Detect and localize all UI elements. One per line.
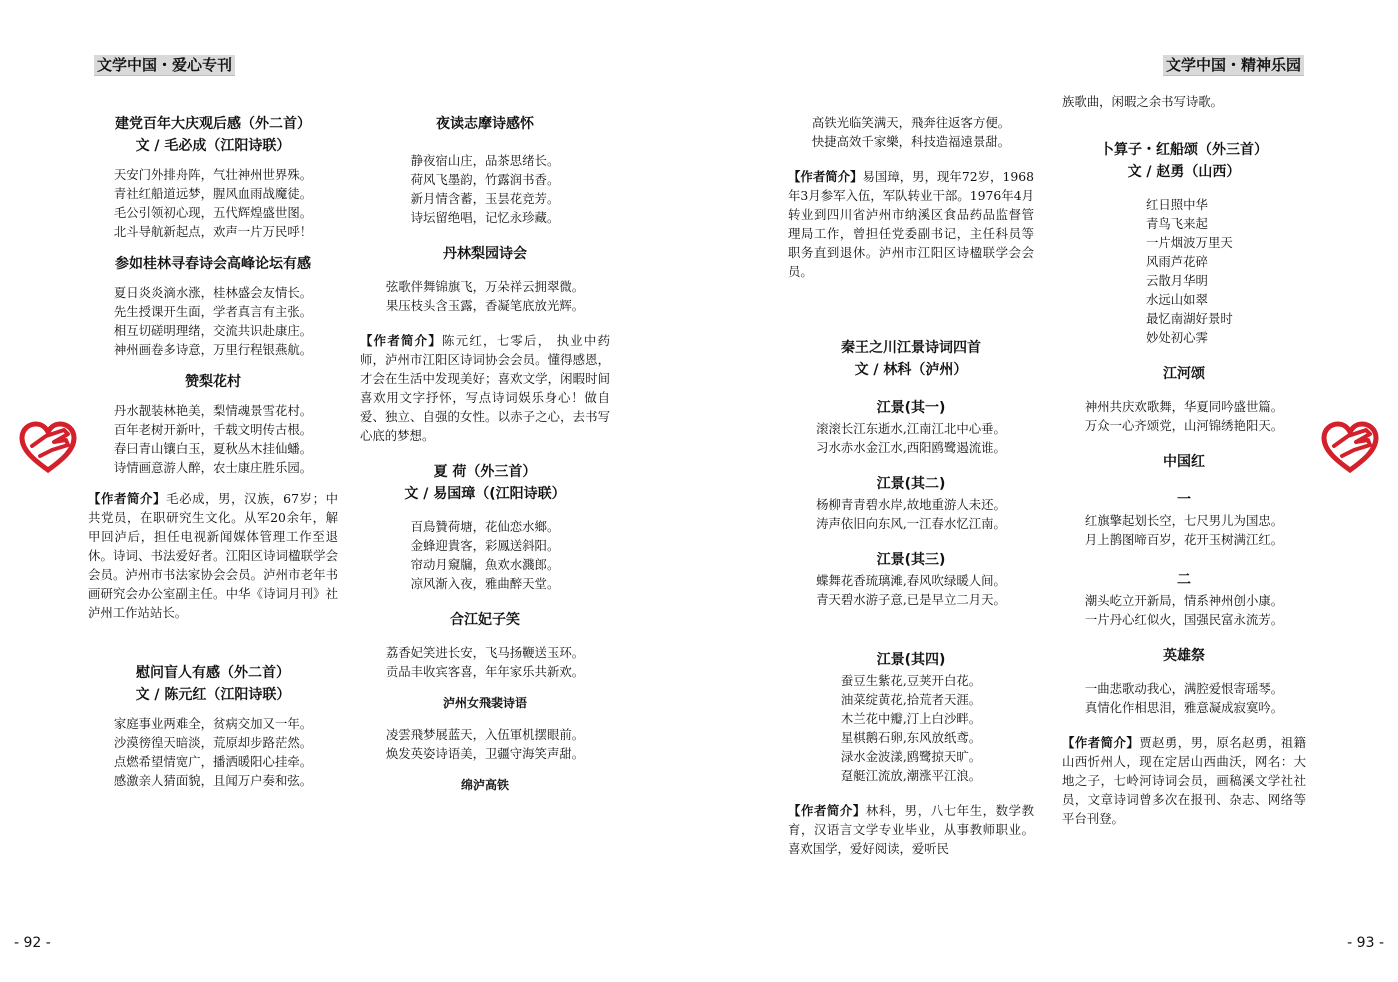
poem-body bbox=[88, 714, 338, 790]
poem-section-number: 一 bbox=[1177, 492, 1191, 508]
bio-text: 贾赵勇，男，原名赵勇，祖籍山西忻州人，现在定居山西曲沃，网名：大地之子，七岭河诗词会员，画稿溪文学社社员，文章诗词曾多次在报刊、杂志、网络等平台刊登。 bbox=[1062, 735, 1306, 826]
poem-line: 家庭事业两难全，贫病交加又一年。 bbox=[113, 716, 313, 731]
poem-line: 神州共庆欢歌舞，华夏同吟盛世篇。 bbox=[1084, 399, 1284, 414]
poem-line: 红日照中华 bbox=[1146, 197, 1208, 212]
poem-title: 英雄祭 bbox=[1163, 648, 1205, 664]
poem-title: 参如桂林寻春诗会高峰论坛有感 bbox=[115, 256, 311, 272]
poem-title: 慰问盲人有感（外二首） bbox=[136, 665, 290, 681]
poem-body bbox=[788, 671, 1034, 785]
poem-line: 百鳥贊荷塘，花仙恋水鄉。 bbox=[410, 519, 560, 534]
poem-line: 先生授课开生面，学者真言有主张。 bbox=[113, 304, 313, 319]
poem-line: 青鸟飞来起 bbox=[1146, 216, 1208, 231]
poem-subtitle: 江景(其二) bbox=[876, 476, 946, 492]
poem-line: 金蜂迎貴客，彩鳳送斜阳。 bbox=[410, 538, 560, 553]
poem-line: 蝶舞花香琉璃滩,春风吹绿暖人间。 bbox=[816, 573, 1006, 588]
bio-label: 【作者简介】 bbox=[788, 803, 866, 818]
poem-line: 高铁光临笑满天，飛奔往返客方便。 bbox=[811, 115, 1011, 130]
poem-line: 云散月华明 bbox=[1146, 273, 1208, 288]
poem-line: 快捷高效千家樂，科技造福遠景甜。 bbox=[811, 134, 1011, 149]
poem-line: 春曰青山镶白玉，夏秋丛木挂仙蟠。 bbox=[113, 441, 313, 456]
poem-line: 贡品丰收宾客喜，年年家乐共新欢。 bbox=[385, 664, 585, 679]
bio-label: 【作者简介】 bbox=[788, 169, 863, 184]
author-bio bbox=[88, 489, 338, 622]
poem-line: 夏日炎炎滴水涨，桂林盛会友情长。 bbox=[113, 285, 313, 300]
poem-line: 丹水靓装林艳美，梨情魂景雪花村。 bbox=[113, 403, 313, 418]
poem-body bbox=[360, 643, 610, 681]
poem-title: 中国红 bbox=[1163, 454, 1205, 470]
poem-title: 赞梨花村 bbox=[185, 374, 241, 390]
poem-body bbox=[1062, 679, 1306, 717]
running-header-right: 文学中国・精神乐园 bbox=[1163, 55, 1304, 76]
poem-author: 文 / 易国璋（(江阳诗联） bbox=[404, 486, 566, 502]
poem-line: 北斗导航新起点，欢声一片万民呼！ bbox=[113, 224, 313, 239]
column-1 bbox=[88, 113, 338, 790]
poem-line: 诗坛留绝唱，记忆永珍藏。 bbox=[410, 210, 560, 225]
poem-title: 合江妃子笑 bbox=[450, 612, 520, 628]
poem-body bbox=[1062, 511, 1306, 549]
poem-line: 凉风渐入夜，雅曲醉天堂。 bbox=[410, 576, 560, 591]
poem-line: 水远山如翠 bbox=[1146, 292, 1208, 307]
column-2 bbox=[360, 113, 610, 795]
poem-line: 涛声依旧向东风,一江春水忆江南。 bbox=[816, 516, 1006, 531]
poem-line: 一片丹心红似火，国强民富永流芳。 bbox=[1084, 612, 1284, 627]
poem-line: 油菜绽黄花,拾荒者天涯。 bbox=[840, 692, 982, 707]
poem-body bbox=[1062, 591, 1306, 629]
poem-title: 丹林梨园诗会 bbox=[443, 246, 527, 262]
bio-text: 林科，男，八七年生，数学教育，汉语言文学专业毕业，从事教师职业。喜欢国学，爱好阅读，爱听民 bbox=[788, 803, 1035, 856]
poem-line: 星棋鹅石卵,东风放纸鸢。 bbox=[840, 730, 982, 745]
bio-text: 陈元红，七零后， 执业中药师，泸州市江阳区诗词协会会员。懂得感恩，才会在生活中发现美好；喜欢文学，闲暇时间喜欢用文字抒怀，写点诗词娱乐身心！做自爱、独立、自强的女性。以赤子之心，去书写心底的梦想。 bbox=[360, 333, 610, 443]
poem-line: 蚕豆生紫花,豆荚开白花。 bbox=[840, 673, 982, 688]
running-header-left: 文学中国・爱心专刊 bbox=[94, 55, 235, 76]
poem-body bbox=[360, 517, 610, 593]
poem-title: 建党百年大庆观后感（外二首） bbox=[115, 116, 311, 132]
poem-line: 诗情画意游人醉，农士康庄胜乐园。 bbox=[113, 460, 313, 475]
poem-body bbox=[360, 725, 610, 763]
poem-line: 青社红船道远梦，腥风血雨战魔徒。 bbox=[113, 186, 313, 201]
poem-line: 新月情含蓄，玉昙花竞芳。 bbox=[410, 191, 560, 206]
poem-title: 夏 荷（外三首） bbox=[433, 464, 537, 480]
bio-text: 毛必成，男，汉族，67岁；中共党员，在职研究生文化。从军20余年，解甲回泸后，担任电视新闻媒体管理工作至退休。诗词、书法爱好者。江阳区诗词楹联学会会员。泸州市书法家协会会员。泸州市老年书画研究会办公室副主任。中华《诗词月刊》社泸州工作站站长。 bbox=[88, 491, 338, 620]
poem-line: 习水赤水金江水,西阳鸥鹭遏流谁。 bbox=[816, 440, 1006, 455]
poem-line: 凌雲飛梦展蓝天，入伍軍机摆眼前。 bbox=[385, 727, 585, 742]
poem-line: 青天碧水游子意,已是早立二月天。 bbox=[816, 592, 1006, 607]
page-number-left: - 92 - bbox=[14, 935, 51, 951]
poem-title: 秦王之川江景诗词四首 bbox=[841, 340, 981, 356]
poem-line: 果压枝头含玉露，香凝笔底放光辉。 bbox=[385, 298, 585, 313]
poem-section-number: 二 bbox=[1177, 572, 1191, 588]
author-bio bbox=[360, 331, 610, 445]
poem-title: 泸州女飛裴诗语 bbox=[442, 696, 527, 710]
poem-line: 滚滚长江东逝水,江南江北中心垂。 bbox=[816, 421, 1006, 436]
bio-continuation: 族歌曲，闲暇之余书写诗歌。 bbox=[1062, 94, 1224, 109]
author-bio bbox=[1062, 733, 1306, 828]
poem-line: 万众一心齐颂党，山河锦绣艳阳天。 bbox=[1084, 418, 1284, 433]
poem-line: 帘动月窺牖，魚欢水濺郎。 bbox=[410, 557, 560, 572]
poem-subtitle: 江景(其四) bbox=[876, 652, 946, 668]
poem-body bbox=[788, 571, 1034, 609]
poem-body bbox=[1062, 397, 1306, 435]
poem-body bbox=[360, 151, 610, 227]
poem-line: 焕发英姿诗语美，卫疆守海笑声甜。 bbox=[385, 746, 585, 761]
poem-line: 天安门外排舟阵，气壮神州世界殊。 bbox=[113, 167, 313, 182]
poem-line: 沙漠徬徨天暗淡，荒原却步路茫然。 bbox=[113, 735, 313, 750]
heart-hand-logo-icon bbox=[1320, 420, 1380, 474]
poem-title: 江河颂 bbox=[1163, 366, 1205, 382]
poem-line: 杨柳青青碧水岸,故地重游人未还。 bbox=[816, 497, 1006, 512]
poem-line: 风雨芦花碎 bbox=[1146, 254, 1208, 269]
poem-line: 相互切磋明理绪，交流共识赴康庄。 bbox=[113, 323, 313, 338]
poem-body bbox=[788, 113, 1034, 151]
bio-text: 易国璋，男，现年72岁，1968年3月参军入伍，军队转业干部。1976年4月转业到四川省泸州市纳溪区食品药品监督管理局工作，曾担任党委副书记，主任科员等职务直到退休。泸州市江阳区诗楹联学会会员。 bbox=[788, 169, 1034, 279]
author-bio bbox=[788, 801, 1034, 858]
poem-title: 夜读志摩诗感怀 bbox=[436, 116, 534, 132]
poem-subtitle: 江景(其三) bbox=[876, 552, 946, 568]
poem-line: 毛公引领初心现，五代辉煌盛世图。 bbox=[113, 205, 313, 220]
poem-body bbox=[788, 495, 1034, 533]
poem-line: 红旗擎起划长空，七尺男儿为国忠。 bbox=[1084, 513, 1284, 528]
poem-line: 月上鹊图啼百岁，花开玉树满江红。 bbox=[1084, 532, 1284, 547]
poem-line: 趸艇江流放,潮涨平江浪。 bbox=[840, 768, 982, 783]
poem-author: 文 / 陈元红（江阳诗联） bbox=[135, 687, 291, 703]
author-bio bbox=[788, 167, 1034, 281]
bio-label: 【作者简介】 bbox=[88, 491, 167, 506]
bio-label: 【作者简介】 bbox=[360, 333, 443, 348]
poem-line: 百年老树开新叶，千载文明传古根。 bbox=[113, 422, 313, 437]
poem-author: 文 / 毛必成（江阳诗联） bbox=[135, 138, 291, 154]
poem-line: 妙处初心霁 bbox=[1146, 330, 1208, 345]
poem-body bbox=[788, 419, 1034, 457]
poem-line: 潮头屹立开新局，情系神州创小康。 bbox=[1084, 593, 1284, 608]
poem-author: 文 / 赵勇（山西） bbox=[1127, 164, 1241, 180]
poem-body bbox=[360, 277, 610, 315]
poem-body bbox=[88, 165, 338, 241]
poem-line: 渌水金波漾,鸥鹭掠天旷。 bbox=[840, 749, 982, 764]
poem-subtitle: 江景(其一) bbox=[876, 400, 946, 416]
poem-body bbox=[88, 283, 338, 359]
poem-line: 荔香妃笑进长安，飞马扬鞭送玉环。 bbox=[385, 645, 585, 660]
bio-label: 【作者简介】 bbox=[1062, 735, 1140, 750]
poem-line: 木兰花中瓣,汀上白沙畔。 bbox=[840, 711, 982, 726]
poem-line: 最忆南湖好景时 bbox=[1146, 311, 1233, 326]
heart-hand-logo-icon bbox=[18, 420, 78, 474]
poem-line: 一片烟波万里天 bbox=[1146, 235, 1233, 250]
poem-title: 卜算子・红船颂（外三首） bbox=[1100, 142, 1268, 158]
poem-body bbox=[88, 401, 338, 477]
poem-title: 绵泸高铁 bbox=[460, 778, 509, 792]
poem-body bbox=[1062, 195, 1306, 347]
poem-line: 弦歌伴舞锦旗飞，万朵祥云拥翠微。 bbox=[385, 279, 585, 294]
page-number-right: - 93 - bbox=[1347, 935, 1384, 951]
poem-line: 一曲悲歌动我心，满腔爱恨寄瑶琴。 bbox=[1084, 681, 1284, 696]
column-3 bbox=[788, 113, 1034, 858]
poem-line: 真情化作相思泪，雅意凝成寂寞吟。 bbox=[1084, 700, 1284, 715]
poem-author: 文 / 林科（泸州） bbox=[854, 362, 968, 378]
poem-line: 静夜宿山庄，品茶思绪长。 bbox=[410, 153, 560, 168]
poem-line: 神州画卷多诗意，万里行程银燕航。 bbox=[113, 342, 313, 357]
poem-line: 荷风飞墨韵，竹露润书香。 bbox=[410, 172, 560, 187]
poem-line: 感激亲人猜面貌，且闻万户奏和弦。 bbox=[113, 773, 313, 788]
poem-line: 点燃希望情宽广，播洒暖阳心挂牵。 bbox=[113, 754, 313, 769]
column-4 bbox=[1062, 92, 1306, 828]
